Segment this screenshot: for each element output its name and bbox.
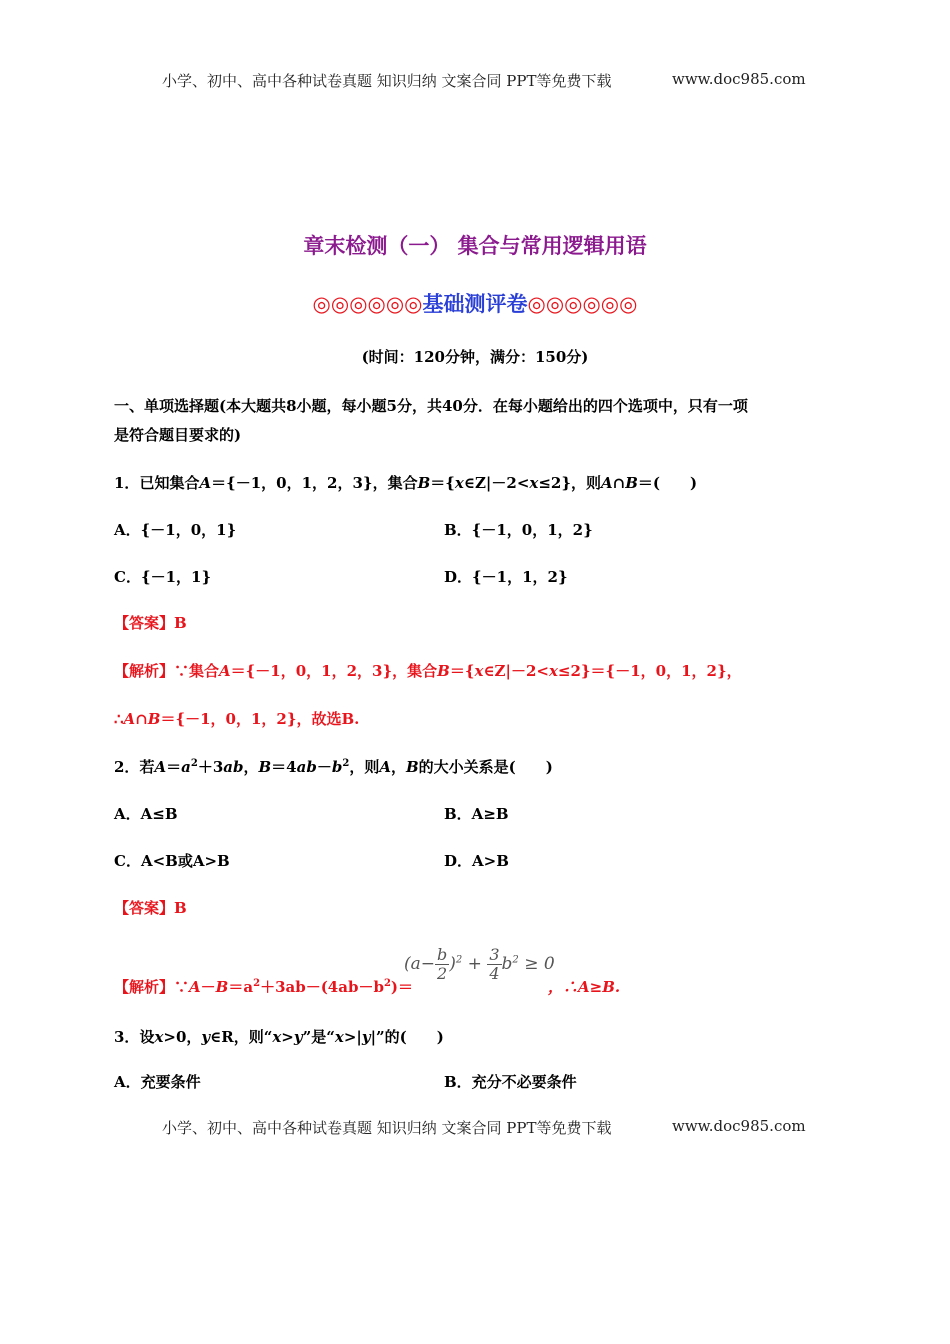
- q1-option-b[interactable]: B．{－1，0，1，2}: [444, 521, 593, 539]
- q2-explanation: [114, 976, 413, 997]
- q2-exp-var: B: [215, 978, 229, 996]
- formula-fraction-3-over-4: [487, 946, 501, 983]
- q3-var: y: [361, 1028, 371, 1046]
- subtitle-text: 基础测评卷: [422, 291, 528, 316]
- q2-text: ＝4: [271, 758, 297, 776]
- footer-left-text: 小学、初中、高中各种试卷真题 知识归纳 文案合同 PPT等免费下载: [162, 1119, 612, 1137]
- q3-text: 设: [139, 1028, 155, 1046]
- q2-var: a: [181, 758, 191, 776]
- q3-var: y: [201, 1028, 211, 1046]
- q2-exp-text: －: [200, 978, 216, 996]
- header-url[interactable]: www.doc985.com: [672, 70, 806, 88]
- q1-exp-var: x: [474, 662, 484, 680]
- q1-text: ＝{－1，0，1，2，3}，集合: [211, 474, 418, 492]
- q2-var: B: [405, 758, 419, 776]
- q2-exp-exponent: 2: [253, 978, 261, 989]
- q1-text: ＝{: [430, 474, 455, 492]
- q2-var: A: [379, 758, 391, 776]
- frac-numerator: 3: [489, 945, 500, 964]
- frac-denominator: 2: [437, 964, 448, 983]
- q3-number: 3．: [114, 1028, 140, 1046]
- q2-text: ，: [243, 758, 259, 776]
- q2-option-a[interactable]: A．A≤B: [114, 805, 178, 823]
- q1-answer: 【答案】B: [114, 614, 187, 632]
- time-note: (时间：120分钟，满分：150分): [361, 348, 589, 366]
- subtitle-circles-right: ◎◎◎◎◎◎: [527, 291, 638, 316]
- question-3: [114, 1026, 444, 1047]
- q1-text: ∈Z|－2<: [463, 474, 530, 492]
- q2-var: B: [258, 758, 272, 776]
- q2-var: ab: [223, 758, 244, 776]
- q1-var: A: [601, 474, 613, 492]
- footer-url[interactable]: www.doc985.com: [672, 1117, 806, 1135]
- q1-number: 1．: [114, 474, 140, 492]
- q1-exp-text: ∩: [135, 710, 148, 728]
- q3-text: ”是“: [302, 1028, 335, 1046]
- q3-text: >|: [343, 1028, 362, 1046]
- q1-exp-text: ≤2}＝{－1，0，1，2}，: [557, 662, 742, 680]
- q1-exp-var: A: [219, 662, 231, 680]
- q2-exp-var: A: [189, 978, 201, 996]
- formula-plus: +: [462, 954, 488, 974]
- q3-option-b[interactable]: B．充分不必要条件: [444, 1073, 577, 1091]
- q3-text: ∈R，则“: [210, 1028, 273, 1046]
- subtitle: [0, 288, 950, 318]
- q2-option-c[interactable]: C．A<B或A>B: [114, 852, 230, 870]
- q1-text: 已知集合: [139, 474, 200, 492]
- q2-text: 的大小关系是( ): [418, 758, 553, 776]
- q3-var: y: [293, 1028, 303, 1046]
- q2-var: A: [154, 758, 167, 776]
- q3-var: x: [334, 1028, 344, 1046]
- formula-exponent: 2: [512, 954, 519, 966]
- q1-var: x: [529, 474, 539, 492]
- q2-option-d[interactable]: D．A>B: [444, 852, 509, 870]
- q1-option-a[interactable]: A．{－1，0，1}: [114, 521, 237, 539]
- formula-relation: ≥ 0: [518, 954, 555, 974]
- page-header: [162, 70, 612, 91]
- frac-numerator: b: [437, 945, 448, 964]
- q1-var: A: [199, 474, 212, 492]
- q2-exponent: 2: [190, 758, 198, 769]
- q1-exp-var: B: [437, 662, 450, 680]
- q2-exp-text: ＝a: [228, 978, 254, 996]
- q1-option-d[interactable]: D．{－1，1，2}: [444, 568, 568, 586]
- q1-text: ∩: [612, 474, 626, 492]
- q1-exp-var: x: [548, 662, 558, 680]
- q2-text: ＋3: [197, 758, 224, 776]
- q1-option-c[interactable]: C．{－1，1}: [114, 568, 212, 586]
- q1-exp-text: ＝{－1，0，1，2，3}，集合: [230, 662, 438, 680]
- formula-open: (a−: [404, 954, 436, 974]
- q2-var: b: [331, 758, 343, 776]
- q1-exp-var: A: [123, 710, 136, 728]
- question-2: [114, 756, 553, 777]
- question-1: [114, 472, 697, 493]
- q2-number: 2．: [114, 758, 140, 776]
- q1-exp-text: ＝{: [449, 662, 475, 680]
- section-heading-line1: 一、单项选择题(本大题共8小题，每小题5分，共40分．在每小题给出的四个选项中，只有一项: [114, 397, 748, 415]
- q1-exp-text: ∴: [114, 710, 124, 728]
- q3-text: >0，: [163, 1028, 202, 1046]
- q1-exp-text: ＝{－1，0，1，2}，故选B.: [160, 710, 360, 728]
- section-heading-line2: 是符合题目要求的): [114, 426, 242, 444]
- q1-exp-text: 【解析】∵集合: [114, 662, 220, 680]
- q1-exp-text: ∈Z|－2<: [483, 662, 549, 680]
- formula-close: ): [449, 954, 456, 974]
- q2-exp-text: 【解析】∵: [114, 978, 190, 996]
- q1-var: x: [454, 474, 464, 492]
- formula-exponent: 2: [455, 954, 463, 966]
- q3-var: x: [272, 1028, 282, 1046]
- q2-formula-image: [404, 946, 555, 983]
- page-title: 章末检测（一） 集合与常用逻辑用语: [303, 233, 647, 258]
- q2-text: －: [316, 758, 332, 776]
- formula-var: b: [501, 954, 513, 974]
- q2-exp-text: )＝: [390, 978, 414, 996]
- q3-var: x: [154, 1028, 164, 1046]
- subtitle-circles-left: ◎◎◎◎◎◎: [312, 291, 423, 316]
- q3-option-a[interactable]: A．充要条件: [114, 1073, 201, 1091]
- q2-text: ＝: [166, 758, 182, 776]
- q2-explanation-tail: ，∴A≥B.: [548, 978, 621, 996]
- frac-denominator: 4: [489, 964, 500, 983]
- q2-exp-text: ＋3ab－(4ab－b: [260, 978, 384, 996]
- q1-var: B: [417, 474, 431, 492]
- q2-option-b[interactable]: B．A≥B: [444, 805, 509, 823]
- q2-text: ，则: [349, 758, 380, 776]
- q2-exp-exponent: 2: [383, 978, 391, 989]
- q1-exp-var: B: [147, 710, 161, 728]
- q1-var: B: [625, 474, 638, 492]
- q2-answer: 【答案】B: [114, 899, 187, 917]
- q2-text: ，: [390, 758, 406, 776]
- page-footer: [162, 1117, 612, 1138]
- q2-text: 若: [139, 758, 155, 776]
- q2-exponent: 2: [342, 758, 350, 769]
- q2-var: ab: [296, 758, 317, 776]
- q1-text: ≤2}，则: [538, 474, 601, 492]
- q1-explanation-line1: [114, 660, 742, 681]
- header-left-text: 小学、初中、高中各种试卷真题 知识归纳 文案合同 PPT等免费下载: [162, 72, 612, 90]
- formula-fraction-b-over-2: [435, 946, 449, 983]
- q3-text: |”的( ): [370, 1028, 444, 1046]
- q1-explanation-line2: [114, 708, 359, 729]
- q3-text: >: [281, 1028, 294, 1046]
- q1-text: ＝( ): [637, 474, 698, 492]
